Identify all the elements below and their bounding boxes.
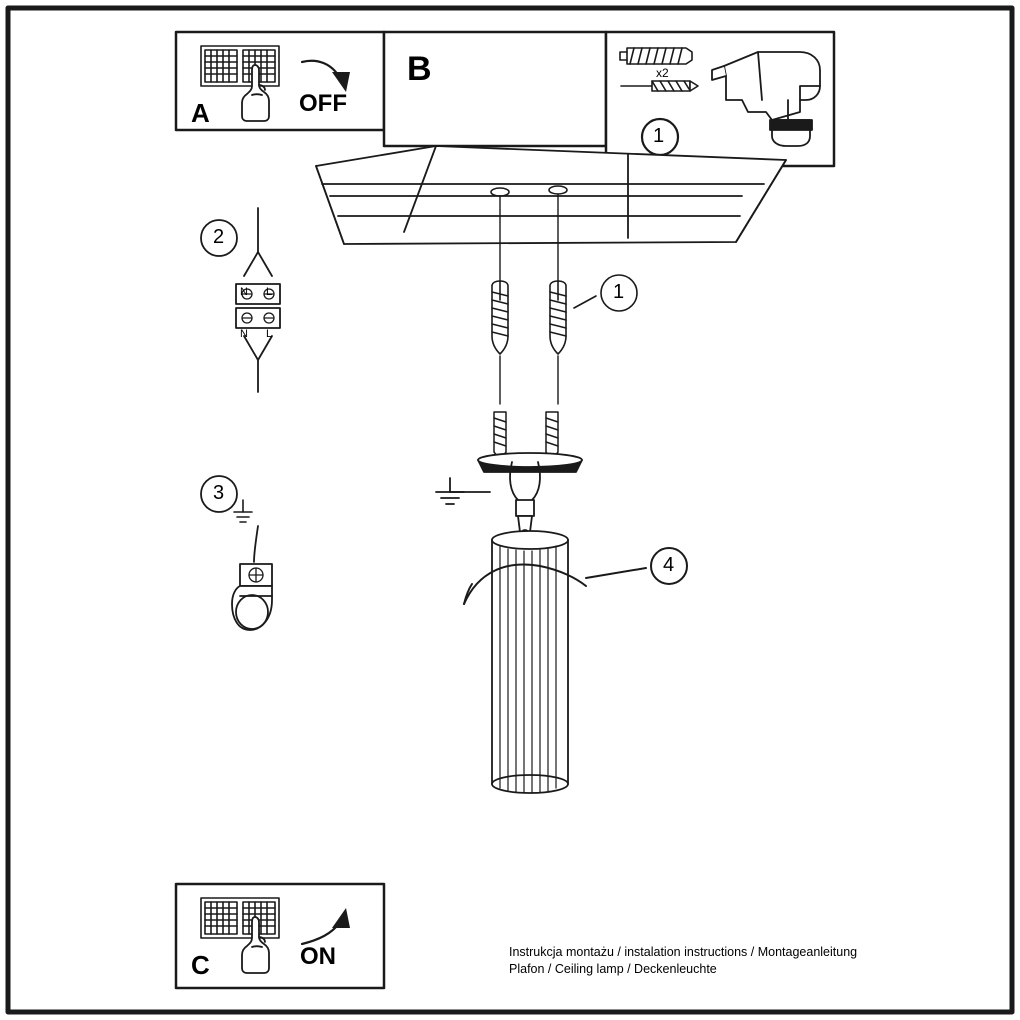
ceiling-plate xyxy=(316,146,786,244)
panel-1-step-number: 1 xyxy=(653,125,665,147)
terminal-label-n-top: N xyxy=(240,286,248,298)
wall-plug-quantity: x2 xyxy=(656,66,669,80)
callout-2-number: 2 xyxy=(213,226,225,248)
terminal-label-l-top: L xyxy=(266,286,273,298)
wall-plug-icon xyxy=(620,48,692,64)
switch-plate-c xyxy=(201,898,279,938)
terminal-label-n-bottom: N xyxy=(240,328,248,340)
panel-a-step-label: A xyxy=(191,98,210,128)
panel-c-state-label: ON xyxy=(300,943,336,970)
panel-a-state-label: OFF xyxy=(299,90,347,117)
callout-3-number: 3 xyxy=(213,482,225,504)
switch-plate-a xyxy=(201,46,279,86)
footer-line-1: Instrukcja montażu / instalation instructions / Montageanleitung xyxy=(509,945,858,959)
panel-b-step-label: B xyxy=(407,50,432,88)
callout-4-number: 4 xyxy=(663,554,675,576)
callout-1-number: 1 xyxy=(613,281,625,303)
panel-c-step-label: C xyxy=(191,950,210,980)
footer-line-2: Plafon / Ceiling lamp / Deckenleuchte xyxy=(509,962,717,976)
terminal-label-l-bottom: L xyxy=(266,328,273,340)
